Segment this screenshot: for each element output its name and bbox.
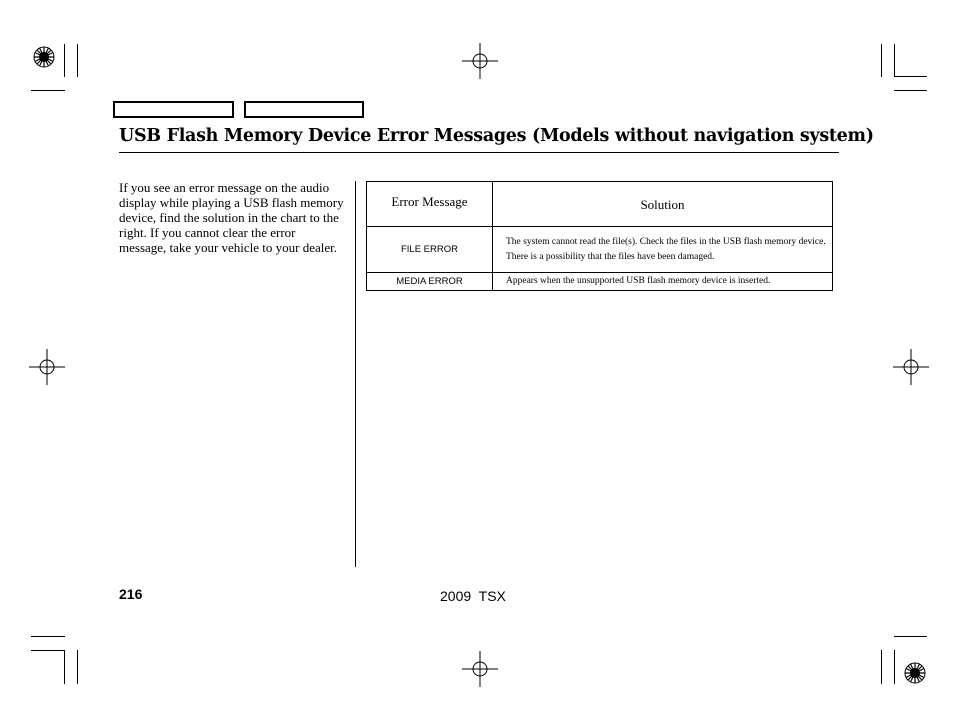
intro-paragraph: If you see an error message on the audio display while playing a USB flash memory device, find the solution in the chart to the right. If you cannot clear the error message, take your vehicle to your dealer. [119, 180, 344, 255]
crop-mark [77, 650, 78, 684]
crosshair-icon [462, 651, 498, 687]
crop-mark [77, 44, 78, 77]
crop-mark [31, 650, 65, 651]
page-title: USB Flash Memory Device Error Messages (Models without navigation system) [119, 126, 874, 146]
column-header-error-message: Error Message [367, 182, 493, 227]
nav-tab-main-menu[interactable] [113, 101, 234, 118]
crop-mark [894, 76, 927, 77]
registration-burst-icon [33, 46, 55, 68]
crop-mark [31, 636, 65, 637]
crop-mark [894, 636, 927, 637]
column-header-solution: Solution [493, 182, 833, 227]
crop-mark [64, 44, 65, 77]
crop-mark [31, 90, 65, 91]
crop-mark [894, 44, 895, 77]
column-divider [355, 181, 356, 567]
model-name-footer: 2009 TSX [440, 588, 506, 604]
registration-burst-icon [904, 662, 926, 684]
crop-mark [64, 650, 65, 684]
title-divider [119, 152, 839, 153]
error-code-cell: FILE ERROR [367, 227, 493, 273]
crop-mark [894, 650, 895, 684]
crop-mark [894, 90, 927, 91]
table-header-row [367, 182, 833, 227]
page-number: 216 [119, 586, 143, 602]
solution-cell: The system cannot read the file(s). Check the files in the USB flash memory device. There is a possibility that the files have been damaged. [493, 227, 833, 273]
table-row [367, 273, 833, 291]
crosshair-icon [893, 349, 929, 385]
crosshair-icon [462, 43, 498, 79]
error-message-table [366, 181, 833, 291]
crop-mark [881, 44, 882, 77]
table-row [367, 227, 833, 273]
solution-cell: Appears when the unsupported USB flash memory device is inserted. [493, 273, 833, 291]
error-code-cell: MEDIA ERROR [367, 273, 493, 291]
nav-tab-index[interactable] [244, 101, 364, 118]
crop-mark [881, 650, 882, 684]
crosshair-icon [29, 349, 65, 385]
